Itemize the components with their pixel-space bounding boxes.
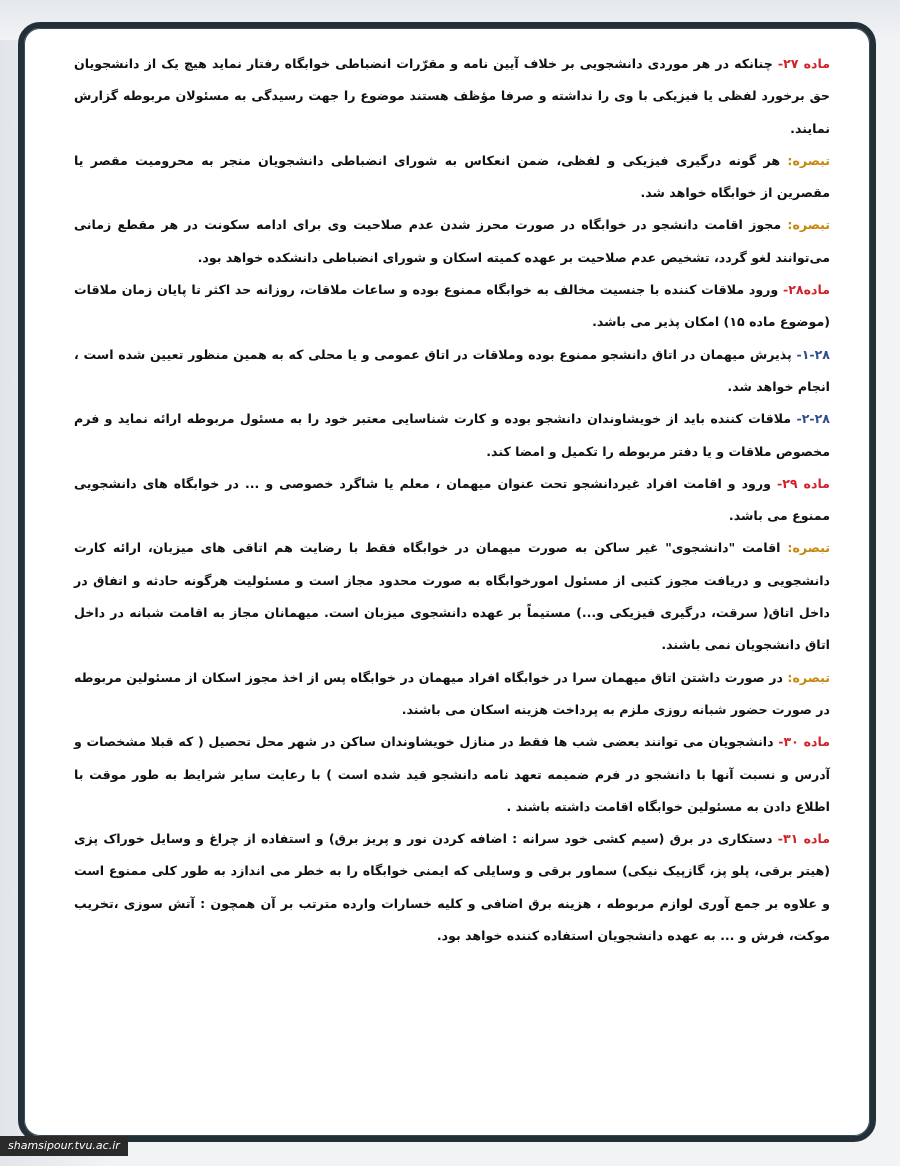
paragraph-note xyxy=(74,662,830,727)
article-number: ماده ۳۰- xyxy=(778,734,830,750)
paragraph-article-29 xyxy=(74,468,830,533)
paragraph-note xyxy=(74,145,830,210)
paragraph-text: ورود و اقامت افراد غیردانشجو تحت عنوان میهمان ، معلم یا شاگرد خصوصی و ... در خوابگاه های دانشجویی ممنوع می باشد. xyxy=(74,475,830,524)
document-body xyxy=(74,48,830,952)
paragraph-note xyxy=(74,532,830,661)
paragraph-text: ملاقات کننده باید از خویشاوندان دانشجو بوده و کارت شناسایی معتبر خود را به مسئول مربوطه ارائه نماید و فرم مخصوص ملاقات و یا دفتر مربوطه را تکمیل و امضا کند. xyxy=(74,411,830,459)
paragraph-clause-28-2 xyxy=(74,403,830,468)
document-frame xyxy=(18,22,876,1142)
paragraph-note xyxy=(74,209,830,274)
article-number: ماده ۲۷- xyxy=(777,56,830,71)
article-number: ماده ۲۹- xyxy=(776,475,830,491)
website-url: shamsipour.tvu.ac.ir xyxy=(0,1136,128,1156)
paragraph-article-28 xyxy=(74,274,830,339)
paragraph-text: دستکاری در برق (سیم کشی خود سرانه : اضافه کردن نور و پریز برق) و استفاده از چراغ و وسایل خوراک پزی (هیتر برقی، پلو پز، گازپیک نیکی) سماور برقی و وسایلی که ایمنی خوابگاه را به خطر می اندازد به طور کلی ممنوع است و علاوه بر جمع آوری لوازم مربوطه ، هزینه برق اضافی و کلیه خسارات وارده مترتب بر آن همچون : آتش سوزی ،تخریب موکت، فرش و ... به عهده دانشجویان استفاده کننده خواهد بود. xyxy=(74,831,830,944)
note-label: تبصره: xyxy=(787,669,830,685)
paragraph-article-31 xyxy=(74,823,830,952)
clause-number: ۲-۲۸- xyxy=(796,411,830,427)
paragraph-text: هر گونه درگیری فیزیکی و لفظی، ضمن انعکاس به شورای انضباطی دانشجویان منجر به محرومیت مقصر یا مقصرین از خوابگاه خواهد شد. xyxy=(74,152,830,201)
paragraph-text: ورود ملاقات کننده با جنسیت مخالف به خوابگاه ممنوع بوده و ساعات ملاقات، روزانه حد اکثر تا پایان زمان ملاقات (موضوع ماده ۱۵) امکان پذیر می باشد. xyxy=(74,282,830,330)
paragraph-text: دانشجویان می توانند بعضی شب ها فقط در منازل خویشاوندان ساکن در شهر محل تحصیل ( که قبلا مشخصات و آدرس و نسبت آنها با دانشجو در فرم ضمیمه تعهد نامه دانشجو قید شده است ) با رعایت سایر شرایط به طور موقت با اطلاع دادن به مسئولین خوابگاه اقامت داشته باشند . xyxy=(74,734,830,814)
note-label: تبصره: xyxy=(787,540,830,556)
paragraph-article-30 xyxy=(74,726,830,823)
clause-number: ۱-۲۸- xyxy=(796,346,830,362)
paragraph-text: پذیرش میهمان در اتاق دانشجو ممنوع بوده وملاقات در اتاق عمومی و یا محلی که به همین منظور تعیین شده است ، انجام خواهد شد. xyxy=(74,346,830,394)
paragraph-text: اقامت "دانشجوی" غیر ساکن به صورت میهمان در خوابگاه فقط با رضایت هم اتاقی های میزبان، ارائه کارت دانشجویی و دریافت مجوز کتبی از مسئول امورخوابگاه به صورت محدود مجاز است و مسئولیت هرگونه حادثه و اتفاق در داخل اتاق( سرقت، درگیری فیزیکی و...) مستیماً بر عهده دانشجوی میزبان است. میهمانان مجاز به اقامت شبانه در داخل اتاق دانشجویان نمی باشند. xyxy=(74,540,830,653)
article-number: ماده ۳۱- xyxy=(777,831,830,847)
paragraph-clause-28-1 xyxy=(74,339,830,404)
paragraph-article-27 xyxy=(74,48,830,145)
paragraph-text: مجوز اقامت دانشجو در خوابگاه در صورت محرز شدن عدم صلاحیت وی برای ادامه سکونت در هر مقطع زمانی می‌توانند لغو گردد، تشخیص عدم صلاحیت بر عهده کمیته اسکان و شورای انضباطی دانشکده خواهد بود. xyxy=(74,217,830,265)
article-number: ماده۲۸- xyxy=(782,282,830,298)
paragraph-text: چنانکه در هر موردی دانشجویی بر خلاف آیین نامه و مقرّرات انضباطی خوابگاه رفتار نماید هیچ یک از دانشجویان حق برخورد لفظی یا فیزیکی با وی را نداشته و صرفا مؤظف هستند موضوع را جهت رسیدگی به مسئولان مربوطه گزارش نمایند. xyxy=(74,56,830,136)
note-label: تبصره: xyxy=(787,152,830,168)
paragraph-text: در صورت داشتن اتاق میهمان سرا در خوابگاه افراد میهمان در خوابگاه پس از اخذ مجوز اسکان از مسئولین مربوطه در صورت حضور شبانه روزی ملزم به پرداخت هزینه اسکان می باشند. xyxy=(74,669,830,717)
note-label: تبصره: xyxy=(787,217,830,233)
